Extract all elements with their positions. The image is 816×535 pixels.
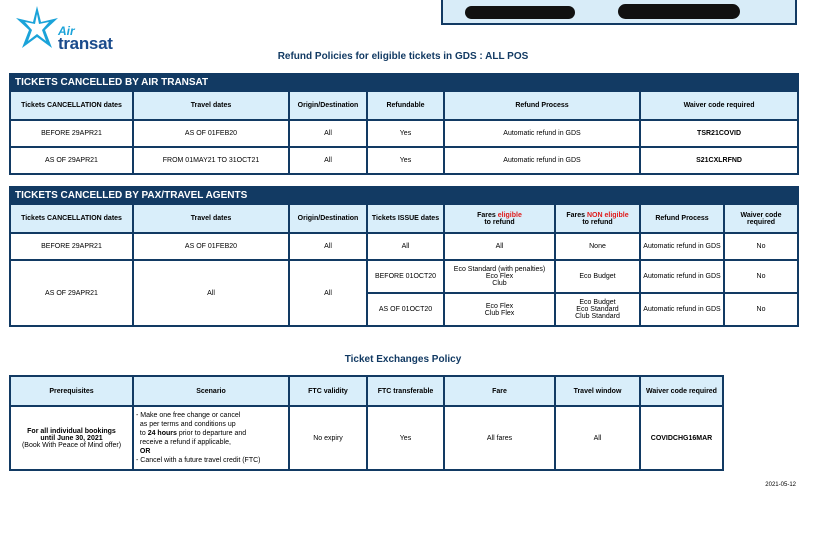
cell: Eco Standard (with penalties) Eco Flex Club	[444, 260, 555, 293]
cell: Yes	[367, 147, 444, 174]
section-title: TICKETS CANCELLED BY AIR TRANSAT	[10, 74, 798, 91]
column-header-fares-eligible: Fares eligible to refund	[444, 204, 555, 233]
cell: BEFORE 29APR21	[10, 233, 133, 260]
cell: Automatic refund in GDS	[444, 147, 640, 174]
cell: No	[724, 233, 798, 260]
cell: Eco Budget	[555, 260, 640, 293]
table-cancelled-by-air-transat	[9, 73, 799, 175]
column-header: Origin/Destination	[289, 204, 367, 233]
cell: All	[367, 233, 444, 260]
waiver-code: COVIDCHG16MAR	[640, 406, 723, 470]
column-header: FTC transferable	[367, 376, 444, 406]
cell: AS OF 01OCT20	[367, 293, 444, 326]
waiver-code: S21CXLRFND	[640, 147, 798, 174]
column-header: Fare	[444, 376, 555, 406]
cell: Eco Budget Eco Standard Club Standard	[555, 293, 640, 326]
cell: Automatic refund in GDS	[444, 120, 640, 147]
table-row	[10, 406, 723, 470]
table-row	[10, 120, 798, 147]
cell: All	[289, 260, 367, 326]
cell: All	[289, 233, 367, 260]
column-header: Tickets ISSUE dates	[367, 204, 444, 233]
logo-air-text: Air	[58, 24, 75, 38]
cell: AS OF 01FEB20	[133, 233, 289, 260]
column-header-fares-non-eligible: Fares NON eligible to refund	[555, 204, 640, 233]
cell: Yes	[367, 406, 444, 470]
cell: Automatic refund in GDS	[640, 293, 724, 326]
redaction-mark	[618, 4, 740, 19]
cell: All fares	[444, 406, 555, 470]
cell: AS OF 01FEB20	[133, 120, 289, 147]
column-header: Prerequisites	[10, 376, 133, 406]
column-header: FTC validity	[289, 376, 367, 406]
cell: AS OF 29APR21	[10, 260, 133, 326]
cell: FROM 01MAY21 TO 31OCT21	[133, 147, 289, 174]
waiver-code: TSR21COVID	[640, 120, 798, 147]
column-header: Waiver code required	[640, 91, 798, 120]
cell: BEFORE 29APR21	[10, 120, 133, 147]
redacted-header-box	[441, 0, 797, 25]
cell: Automatic refund in GDS	[640, 233, 724, 260]
cell: All	[289, 147, 367, 174]
table-row	[10, 260, 798, 293]
cell: All	[289, 120, 367, 147]
star-icon	[14, 4, 60, 54]
column-header: Travel window	[555, 376, 640, 406]
cell: AS OF 29APR21	[10, 147, 133, 174]
column-header: Refund Process	[640, 204, 724, 233]
column-header: Tickets CANCELLATION dates	[10, 204, 133, 233]
cell: No expiry	[289, 406, 367, 470]
section-title: TICKETS CANCELLED BY PAX/TRAVEL AGENTS	[10, 187, 798, 204]
cell: BEFORE 01OCT20	[367, 260, 444, 293]
column-header: Origin/Destination	[289, 91, 367, 120]
date-stamp: 2021-05-12	[765, 482, 796, 488]
table-row	[10, 147, 798, 174]
cell: Yes	[367, 120, 444, 147]
logo-transat-text: transat	[58, 34, 113, 53]
cell: None	[555, 233, 640, 260]
prerequisites-cell: For all individual bookings until June 30, 2021 (Book With Peace of Mind offer)	[10, 406, 133, 470]
column-header: Refund Process	[444, 91, 640, 120]
cell: All	[133, 260, 289, 326]
column-header: Waiver code required	[724, 204, 798, 233]
column-header: Refundable	[367, 91, 444, 120]
air-transat-logo	[14, 4, 124, 56]
cell: No	[724, 293, 798, 326]
page-title: Refund Policies for eligible tickets in GDS : ALL POS	[277, 51, 529, 62]
table-cancelled-by-pax	[9, 186, 799, 327]
table-ticket-exchanges	[9, 375, 724, 471]
cell: All	[444, 233, 555, 260]
redaction-mark	[465, 6, 575, 19]
cell: Automatic refund in GDS	[640, 260, 724, 293]
column-header: Travel dates	[133, 91, 289, 120]
column-header: Travel dates	[133, 204, 289, 233]
cell: No	[724, 260, 798, 293]
table-row	[10, 233, 798, 260]
column-header: Scenario	[133, 376, 289, 406]
cell: All	[555, 406, 640, 470]
exchange-policy-title: Ticket Exchanges Policy	[344, 354, 462, 365]
scenario-cell: - Make one free change or cancel as per terms and conditions up to 24 hours prior to departure and receive a refund if applicable, OR - Cancel with a future travel credit (FTC)	[133, 406, 289, 470]
cell: Eco Flex Club Flex	[444, 293, 555, 326]
column-header: Waiver code required	[640, 376, 723, 406]
column-header: Tickets CANCELLATION dates	[10, 91, 133, 120]
